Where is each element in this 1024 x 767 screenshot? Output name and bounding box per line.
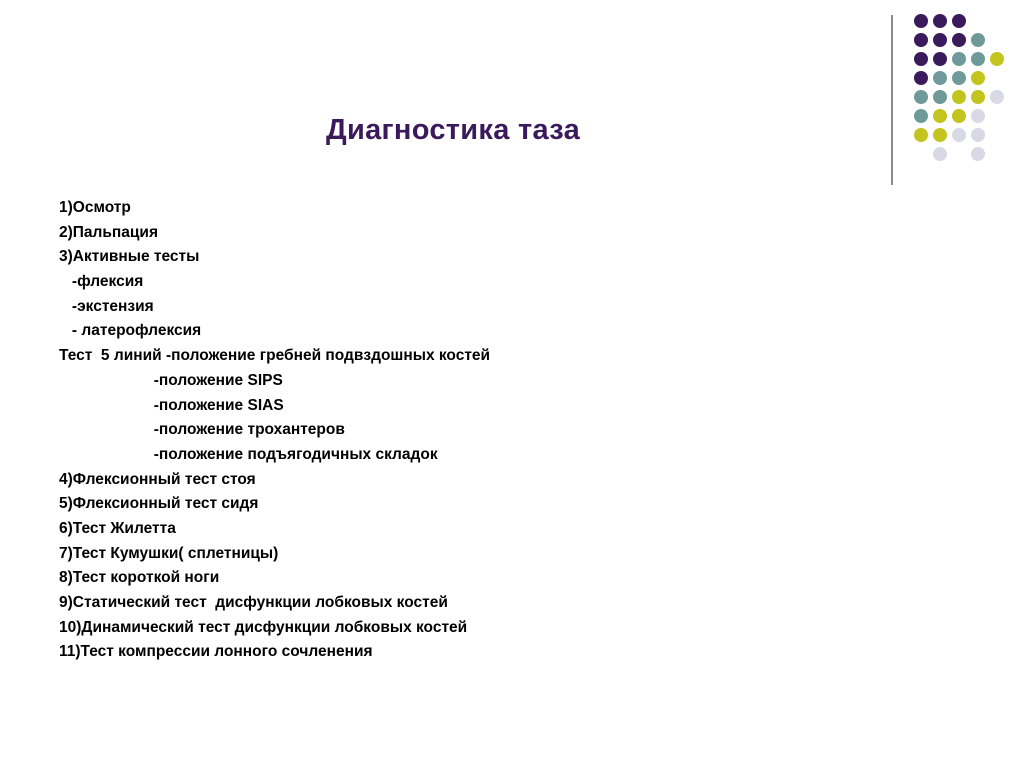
decor-dot-teal: [914, 90, 928, 104]
list-item: 1)Осмотр: [59, 199, 131, 216]
list-item: -положение трохантеров: [59, 421, 345, 439]
decor-dot-purple: [933, 14, 947, 28]
list-item: 4)Флексионный тест стоя: [59, 470, 256, 488]
decor-dot-purple: [952, 33, 966, 47]
decor-dot-purple: [933, 33, 947, 47]
decor-dot-lavender: [971, 109, 985, 123]
list-item: Тест 5 линий -положение гребней подвздошных костей: [59, 347, 491, 365]
decor-dot-lavender: [990, 90, 1004, 104]
list-item: 5)Флексионный тест сидя: [59, 495, 259, 513]
list-item: 9)Статический тест дисфункции лобковых костей: [59, 594, 448, 611]
dot-grid-decoration: [0, 0, 1024, 200]
decor-dot-olive: [990, 52, 1004, 66]
decor-dot-lavender: [971, 147, 985, 161]
decor-dot-olive: [952, 109, 966, 123]
decor-dot-purple: [914, 14, 928, 28]
list-item: -положение подъягодичных складок: [59, 445, 438, 463]
decor-dot-olive: [971, 71, 985, 85]
decor-dot-purple: [914, 71, 928, 85]
list-item: -положение SIAS: [59, 396, 284, 414]
decor-dot-purple: [933, 52, 947, 66]
decor-dot-olive: [933, 109, 947, 123]
list-item: -флексия: [59, 273, 144, 291]
decor-dot-teal: [971, 52, 985, 66]
decor-dot-olive: [971, 90, 985, 104]
list-item: 11)Тест компрессии лонного сочленения: [59, 643, 373, 661]
decor-dot-teal: [933, 71, 947, 85]
list-item: 10)Динамический тест дисфункции лобковых костей: [59, 618, 468, 636]
list-item: -экстензия: [59, 297, 154, 315]
list-item: 6)Тест Жилетта: [59, 519, 176, 537]
decor-dot-purple: [914, 33, 928, 47]
decor-dot-olive: [914, 128, 928, 142]
decor-dot-teal: [952, 52, 966, 66]
decor-dot-lavender: [971, 128, 985, 142]
decor-dot-olive: [933, 128, 947, 142]
slide-title: Диагностика таза: [326, 114, 581, 146]
decor-dot-purple: [952, 14, 966, 28]
list-item: 2)Пальпация: [59, 223, 159, 241]
decor-dot-teal: [933, 90, 947, 104]
decor-dot-teal: [914, 109, 928, 123]
list-item: 7)Тест Кумушки( сплетницы): [59, 544, 279, 562]
decor-dot-olive: [952, 90, 966, 104]
list-item: 8)Тест короткой ноги: [59, 569, 220, 587]
decor-dot-purple: [914, 52, 928, 66]
decor-dot-teal: [971, 33, 985, 47]
decor-dot-lavender: [952, 128, 966, 142]
vertical-divider: [891, 15, 893, 185]
decor-dot-lavender: [933, 147, 947, 161]
decor-dot-teal: [952, 71, 966, 85]
list-item: - латерофлексия: [59, 322, 202, 340]
slide-body-list: [59, 196, 490, 665]
list-item: -положение SIPS: [59, 371, 283, 389]
list-item: 3)Активные тесты: [59, 248, 200, 266]
